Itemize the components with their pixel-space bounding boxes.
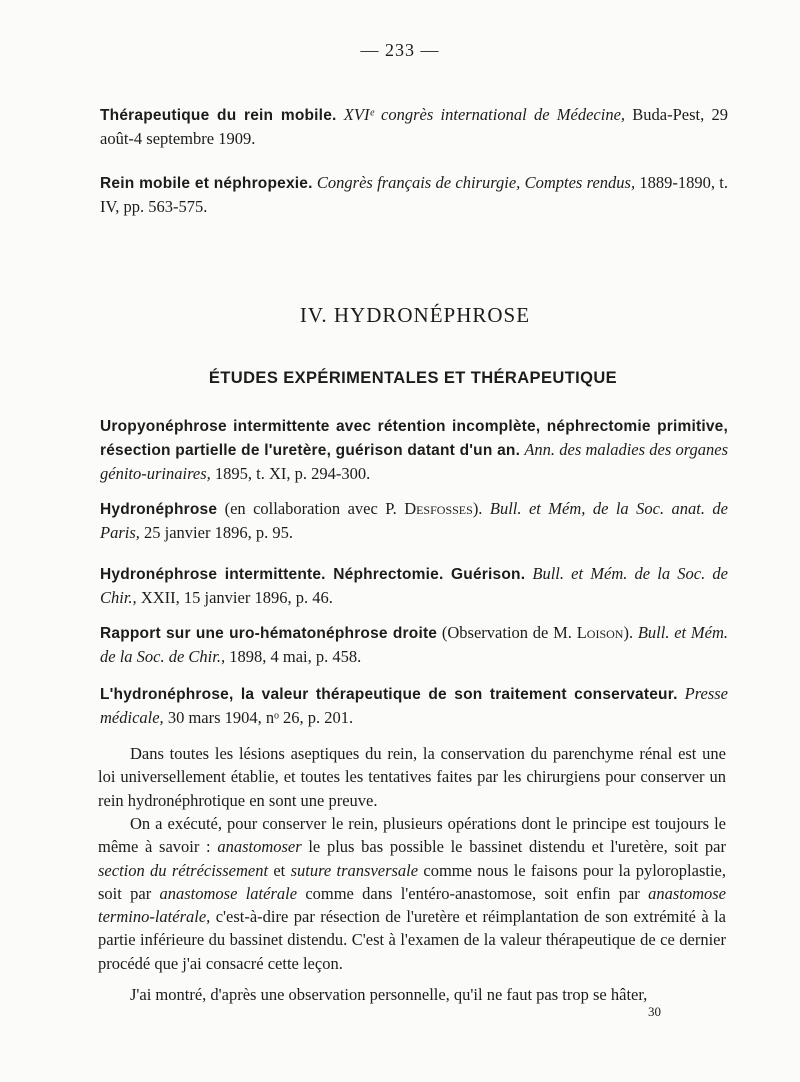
emphasis-text: anastomose latérale [159, 883, 298, 903]
paragraph-text: On a exécuté, pour conserver le rein, plusieurs opérations dont le principe est toujours le même à savoir : [98, 814, 726, 857]
reference-source: Bull. et Mém. de la Soc. de Chir., [100, 623, 729, 666]
paragraph-text: comme dans l'entéro-anastomose, soit enfin par [297, 883, 649, 903]
reference-source: Congrès français de chirurgie, Comptes rendus, [316, 173, 636, 192]
reference-details: XXII, 15 janvier 1896, p. 46. [136, 588, 333, 607]
reference-note-close: ). [623, 623, 638, 642]
reference-title: Hydronéphrose [100, 501, 218, 518]
emphasis-text: suture transversale [290, 860, 419, 880]
reference-source: Ann. des maladies des organes génito-urinaires, [100, 440, 729, 483]
emphasis-text: anastomoser [217, 837, 302, 857]
reference-details: 25 janvier 1896, p. 95. [139, 523, 293, 542]
reference-source: Bull. et Mém. de la Soc. de Chir., [100, 564, 728, 607]
observer-name: Loison [576, 623, 624, 642]
body-paragraph: Dans toutes les lésions aseptiques du rein, la conservation du parenchyme rénal est une loi universellement établie, et toutes les tentatives faites par les chirurgiens pour conserver un rein hydronéphrotique en sont une preuve. [98, 744, 726, 810]
body-paragraph [98, 812, 726, 975]
reference-title: L'hydronéphrose, la valeur thérapeutique de son traitement conservateur. [100, 686, 678, 703]
reference-title: Thérapeutique du rein mobile. [100, 107, 337, 124]
reference-source: XVIᵉ congrès international de Médecine, [343, 105, 626, 124]
reference-details: 30 mars 1904, nᵒ 26, p. 201. [163, 708, 354, 727]
signature-mark: 30 [648, 1004, 661, 1019]
reference-source: Presse médicale, [100, 684, 728, 727]
paragraph-text: comme nous le faisons pour la pyloroplastie, soit par [98, 860, 726, 903]
page-number: — 233 — [360, 40, 440, 60]
emphasis-text: anastomose termino-latérale, [98, 883, 726, 927]
reference-title: Hydronéphrose intermittente. Néphrectomie. Guérison. [100, 566, 526, 583]
reference-title: Rein mobile et néphropexie. [100, 175, 313, 192]
reference-entry [100, 414, 728, 485]
paragraph-text: le plus bas possible le bassinet distendu et l'uretère, soit par [301, 837, 727, 857]
reference-details: Buda-Pest, 29 août-4 septembre 1909. [100, 105, 728, 148]
reference-entry [100, 621, 728, 668]
emphasis-text: section du rétrécissement [98, 860, 269, 880]
reference-source: Bull. et Mém, de la Soc. anat. de Paris, [100, 499, 728, 542]
reference-note: (Observation de M. [437, 623, 577, 642]
reference-entry [100, 682, 728, 729]
reference-title: Rapport sur une uro-hématonéphrose droite [100, 625, 438, 642]
reference-details: 1889-1890, t. IV, pp. 563-575. [100, 173, 728, 216]
reference-entry [100, 171, 728, 218]
section-title: IV. HYDRONÉPHROSE [299, 303, 531, 327]
reference-title: Uropyonéphrose intermittente avec rétention incomplète, néphrectomie primitive, résection partielle de l'uretère, guérison datant d'un an. [100, 418, 728, 459]
paragraph-text: c'est-à-dire par résection de l'uretère et réimplantation de son extrémité à la partie inférieure du bassinet distendu. C'est à l'examen de la valeur thérapeutique de ce dernier procédé que j'ai consacré cette leçon. [98, 907, 726, 973]
reference-entry [100, 497, 728, 544]
subsection-title: ÉTUDES EXPÉRIMENTALES ET THÉRAPEUTIQUE [208, 369, 618, 387]
reference-note-close: ). [472, 499, 490, 518]
reference-entry [100, 562, 728, 609]
paragraph-text: et [268, 860, 291, 880]
reference-details: 1895, t. XI, p. 294-300. [210, 464, 371, 483]
reference-entry [100, 103, 728, 150]
coauthor-name: Desfosses [404, 499, 473, 518]
reference-note: (en collaboration avec P. [217, 499, 405, 518]
reference-details: 1898, 4 mai, p. 458. [225, 647, 362, 666]
body-paragraph: J'ai montré, d'après une observation personnelle, qu'il ne faut pas trop se hâter, [130, 985, 648, 1004]
